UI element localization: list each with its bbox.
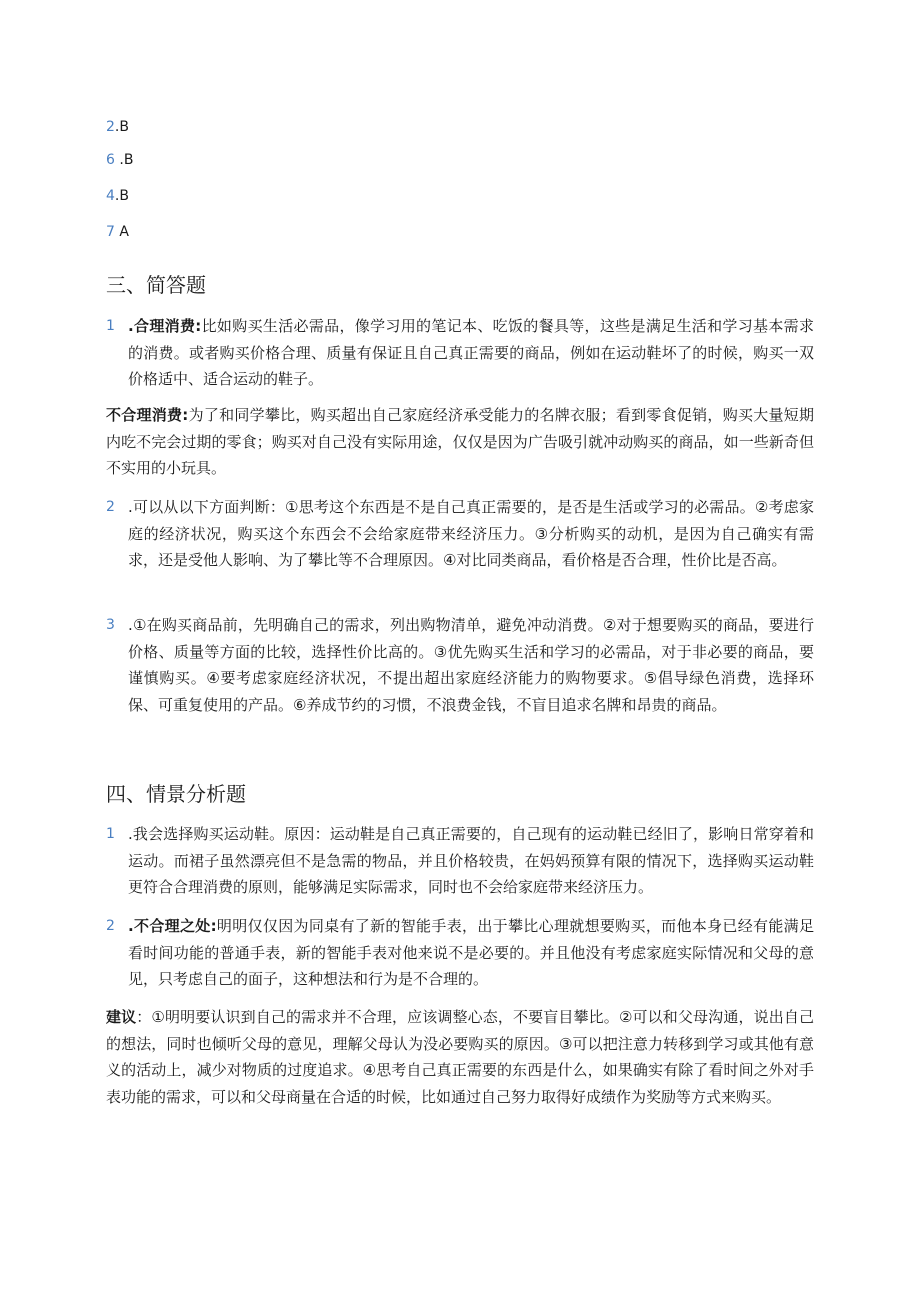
paragraph-body: .①在购买商品前，先明确自己的需求，列出购物清单，避免冲动消费。②对于想要购买的商品，要进行价格、质量等方面的比较，选择性价比高的。③优先购买生活和学习的必需品，对于非必要的商品，要谨慎购买。④要考虑家庭经济状况，不提出超出家庭经济能力的购物要求。⑤倡导绿色消费，选择环保、可重复使用的产品。⑥养成节约的习惯，不浪费金钱，不盲目追求名牌和昂贵的商品。 <box>128 616 814 714</box>
answer-paragraph <box>106 494 814 574</box>
section-heading: 三、简答题 <box>106 273 206 297</box>
paragraph-body: .我会选择购买运动鞋。原因：运动鞋是自己真正需要的，自己现有的运动鞋已经旧了，影响日常穿着和运动。而裙子虽然漂亮但不是急需的物品，并且价格较贵，在妈妈预算有限的情况下，选择购买运动鞋更符合合理消费的原则，能够满足实际需求，同时也不会给家庭带来经济压力。 <box>128 825 814 896</box>
answer-paragraph <box>106 913 814 993</box>
answer-paragraph <box>106 821 814 901</box>
answer-paragraph <box>106 612 814 718</box>
answer-paragraph <box>106 402 814 482</box>
answer-letter: .B <box>114 119 129 135</box>
answer-number: 4 <box>106 188 115 204</box>
paragraph-lead: 建议 <box>106 1008 137 1026</box>
question-number: 1 <box>106 826 115 842</box>
answer-line <box>106 150 133 170</box>
answer-line <box>106 117 129 137</box>
section-heading: 四、情景分析题 <box>106 782 246 806</box>
paragraph-lead: 不合理消费: <box>106 406 189 424</box>
question-number: 3 <box>106 617 115 633</box>
question-number: 2 <box>106 918 115 934</box>
paragraph-body: 为了和同学攀比，购买超出自己家庭经济承受能力的名牌衣服；看到零食促销，购买大量短期内吃不完会过期的零食；购买对自己没有实际用途，仅仅是因为广告吸引就冲动购买的商品，如一些新奇但不实用的小玩具。 <box>106 406 814 477</box>
answer-line <box>106 222 129 242</box>
paragraph-lead: .合理消费: <box>128 317 202 335</box>
answer-letter: .B <box>114 152 134 168</box>
paragraph-body: 明明仅仅因为同桌有了新的智能手表，出于攀比心理就想要购买，而他本身已经有能满足看时间功能的普通手表，新的智能手表对他来说不是必要的。并且他没有考虑家庭实际情况和父母的意见，只考虑自己的面子，这种想法和行为是不合理的。 <box>128 917 814 988</box>
paragraph-body: .可以从以下方面判断：①思考这个东西是不是自己真正需要的，是否是生活或学习的必需品。②考虑家庭的经济状况，购买这个东西会不会给家庭带来经济压力。③分析购买的动机，是因为自己确实有需求，还是受他人影响、为了攀比等不合理原因。④对比同类商品，看价格是否合理，性价比是否高。 <box>128 498 814 569</box>
answer-line <box>106 186 129 206</box>
answer-letter: A <box>114 224 129 240</box>
answer-number: 2 <box>106 119 115 135</box>
answer-number: 7 <box>106 224 115 240</box>
question-number: 1 <box>106 318 115 334</box>
answer-letter: .B <box>114 188 129 204</box>
question-number: 2 <box>106 499 115 515</box>
paragraph-lead: .不合理之处: <box>128 917 217 935</box>
paragraph-body: ：①明明要认识到自己的需求并不合理，应该调整心态，不要盲目攀比。②可以和父母沟通，说出自己的想法，同时也倾听父母的意见，理解父母认为没必要购买的原因。③可以把注意力转移到学习或其他有意义的活动上，减少对物质的过度追求。④思考自己真正需要的东西是什么，如果确实有除了看时间之外对手表功能的需求，可以和父母商量在合适的时候，比如通过自己努力取得好成绩作为奖励等方式来购买。 <box>106 1008 814 1106</box>
paragraph-body: 比如购买生活必需品，像学习用的笔记本、吃饭的餐具等，这些是满足生活和学习基本需求的消费。或者购买价格合理、质量有保证且自己真正需要的商品，例如在运动鞋坏了的时候，购买一双价格适中、适合运动的鞋子。 <box>128 317 814 388</box>
answer-paragraph <box>106 313 814 393</box>
answer-number: 6 <box>106 152 115 168</box>
answer-paragraph <box>106 1004 814 1110</box>
